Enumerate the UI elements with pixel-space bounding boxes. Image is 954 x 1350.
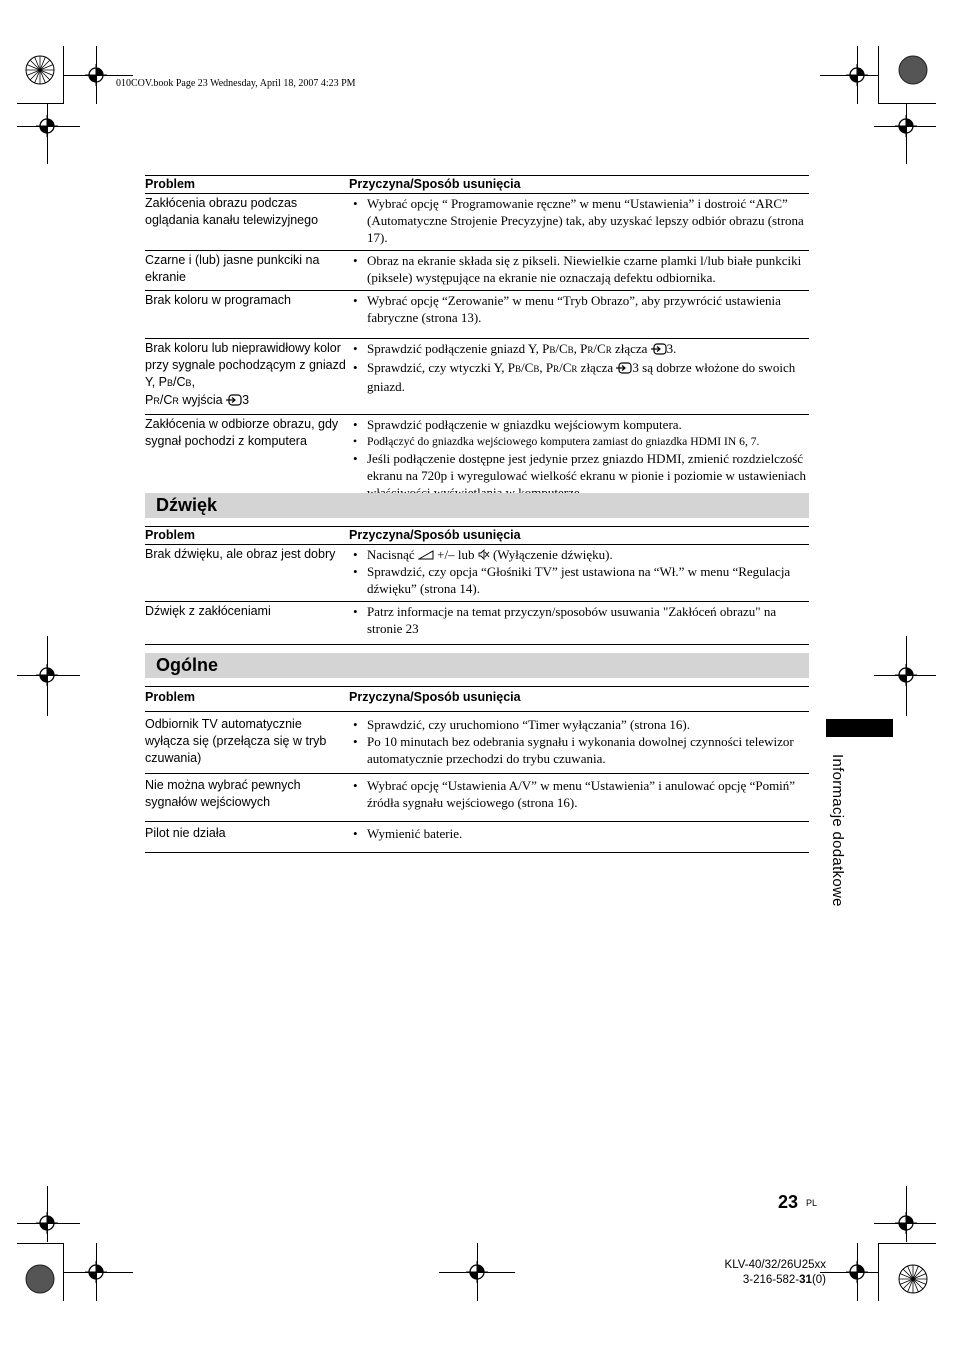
- list-item: • Wybrać opcję “ Programowanie ręczne” w menu “Ustawienia” i dostroić “ARC” (Automatyczne Strojenie Precyzyjne) tak, aby uzyskać lepszy odbiór obrazu (strona 17).: [349, 195, 809, 246]
- chapter-tab-marker: [826, 719, 893, 737]
- cause-cell: [349, 545, 809, 601]
- registration-mark-icon: [85, 64, 107, 86]
- cause-cell: [349, 194, 809, 250]
- table-row: [145, 602, 809, 645]
- list-item: • Podłączyć do gniazdka wejściowego komputera zamiast do gniazdka HDMI IN 6, 7.: [349, 433, 809, 450]
- table-row: [145, 339, 809, 415]
- starburst-mark-icon: [898, 1264, 928, 1294]
- problem-cell: Brak koloru w programach: [145, 293, 291, 307]
- column-header-problem: Problem: [145, 177, 196, 191]
- registration-mark-icon: [85, 1261, 107, 1283]
- list-item: • Wybrać opcję “Ustawienia A/V” w menu “Ustawienia” i anulować opcję “Pomiń” źródła sygnału wejściowego (strona 16).: [349, 777, 809, 811]
- cause-cell: [349, 715, 809, 771]
- cause-cell: [349, 776, 809, 815]
- problem-cell: Brak dźwięku, ale obraz jest dobry: [145, 547, 336, 561]
- table-row: [145, 545, 809, 602]
- gray-dot-mark-icon: [25, 1264, 55, 1294]
- cause-cell: [349, 339, 809, 414]
- list-item: • Wymienić baterie.: [349, 825, 809, 842]
- starburst-mark-icon: [25, 55, 55, 85]
- registration-mark-icon: [466, 1261, 488, 1283]
- cause-cell: [349, 824, 809, 846]
- list-item: • Obraz na ekranie składa się z pikseli. Niewielkie czarne plamki l/lub białe punkciki (piksele) występujące na ekranie nie oznaczają defektu odbiornika.: [349, 252, 809, 286]
- problem-cell: Czarne i (lub) jasne punkciki na ekranie: [145, 253, 320, 284]
- table-header-row: [145, 175, 809, 194]
- model-number: KLV-40/32/26U25xx: [724, 1259, 826, 1271]
- problem-cell: Dźwięk z zakłóceniami: [145, 604, 271, 618]
- crop-line: [17, 1243, 64, 1244]
- registration-mark-icon: [846, 1261, 868, 1283]
- list-item: • Sprawdzić, czy uruchomiono “Timer wyłączania” (strona 16).: [349, 716, 809, 733]
- table-row: [145, 712, 809, 774]
- crop-line: [878, 1243, 936, 1244]
- column-header-cause: Przyczyna/Sposób usunięcia: [349, 177, 521, 191]
- page-language: PL: [806, 1198, 818, 1208]
- crop-line: [878, 103, 936, 104]
- document-code: 3-216-582-31(0): [742, 1274, 826, 1286]
- list-item: • Sprawdzić, czy wtyczki Y, PB/CB, PR/CR złącza 3 są dobrze włożone do swoich gniazd.: [349, 359, 809, 395]
- page-number: 23: [778, 1192, 799, 1212]
- problem-cell: Nie można wybrać pewnych sygnałów wejściowych: [145, 778, 301, 809]
- registration-mark-icon: [895, 115, 917, 137]
- picture-troubleshooting-table: [145, 175, 809, 506]
- section-title-general: Ogólne: [145, 653, 809, 678]
- problem-cell: Pilot nie działa: [145, 826, 226, 840]
- general-troubleshooting-table: [145, 686, 809, 853]
- registration-mark-icon: [36, 664, 58, 686]
- registration-mark-icon: [36, 115, 58, 137]
- crop-line: [878, 46, 879, 104]
- sound-troubleshooting-table: [145, 526, 809, 645]
- list-item: • Wybrać opcję “Zerowanie” w menu “Tryb Obrazo”, aby przywrócić ustawienia fabryczne (strona 13).: [349, 292, 809, 326]
- cause-cell: [349, 602, 809, 641]
- problem-cell: Odbiornik TV automatycznie wyłącza się (przełącza się w tryb czuwania): [145, 717, 327, 765]
- registration-mark-icon: [895, 1212, 917, 1234]
- registration-mark-icon: [36, 1212, 58, 1234]
- problem-cell: Zakłócenia obrazu podczas oglądania kanału telewizyjnego: [145, 196, 319, 227]
- input-source-icon: [226, 394, 242, 406]
- table-row: [145, 822, 809, 853]
- table-row: [145, 194, 809, 251]
- list-item: • Sprawdzić, czy opcja “Głośniki TV” jest ustawiona na “Wł.” w menu “Regulacja dźwięku” (strona 14).: [349, 563, 809, 597]
- print-header-meta: 010COV.book Page 23 Wednesday, April 18, 2007 4:23 PM: [116, 78, 356, 89]
- table-row: [145, 291, 809, 339]
- list-item: • Jeśli podłączenie dostępne jest jedynie przez gniazdo HDMI, zmienić rozdzielczość ekranu na 720p i wyregulować wielkość ekranu w pionie i poziomie w ustawieniach: [349, 450, 809, 501]
- column-header-problem: Problem: [145, 690, 196, 704]
- crop-line: [878, 1243, 879, 1301]
- list-item: • Po 10 minutach bez odebrania sygnału i wykonania dowolnej czynności telewizor automatycznie przechodzi do trybu czuwania.: [349, 733, 809, 767]
- cause-cell: [349, 415, 809, 505]
- problem-cell: Zakłócenia w odbiorze obrazu, gdy sygnał pochodzi z komputera: [145, 417, 339, 448]
- column-header-cause: Przyczyna/Sposób usunięcia: [349, 528, 521, 542]
- gray-dot-mark-icon: [898, 55, 928, 85]
- list-item: • Nacisnąć +/– lub (Wyłączenie dźwięku).: [349, 546, 809, 563]
- table-header-row: [145, 526, 809, 545]
- column-header-cause: Przyczyna/Sposób usunięcia: [349, 690, 521, 704]
- list-item: • Patrz informacje na temat przyczyn/sposobów usuwania "Zakłóceń obrazu" na stronie 23: [349, 603, 809, 637]
- table-row: [145, 774, 809, 822]
- table-header-row: [145, 686, 809, 712]
- input-source-icon: [616, 362, 632, 374]
- crop-line: [17, 103, 64, 104]
- model-info: [725, 1258, 826, 1288]
- registration-mark-icon: [846, 64, 868, 86]
- column-header-problem: Problem: [145, 528, 196, 542]
- registration-mark-icon: [895, 664, 917, 686]
- section-title-sound: Dźwięk: [145, 493, 809, 518]
- chapter-side-label: Informacje dodatkowe: [829, 754, 846, 907]
- volume-icon: [418, 547, 434, 557]
- mute-icon: [478, 547, 490, 558]
- table-row: [145, 251, 809, 291]
- list-item: • Sprawdzić podłączenie w gniazdku wejściowym komputera.: [349, 416, 809, 433]
- input-source-icon: [651, 343, 667, 355]
- cause-cell: [349, 251, 809, 290]
- cause-cell: [349, 291, 809, 330]
- list-item: • Sprawdzić podłączenie gniazd Y, PB/CB, PR/CR złącza 3.: [349, 340, 809, 359]
- problem-cell: Brak koloru lub nieprawidłowy kolor przy sygnale pochodzącym z gniazd Y, PB/CB, PR/CR wyjścia 3: [145, 341, 346, 407]
